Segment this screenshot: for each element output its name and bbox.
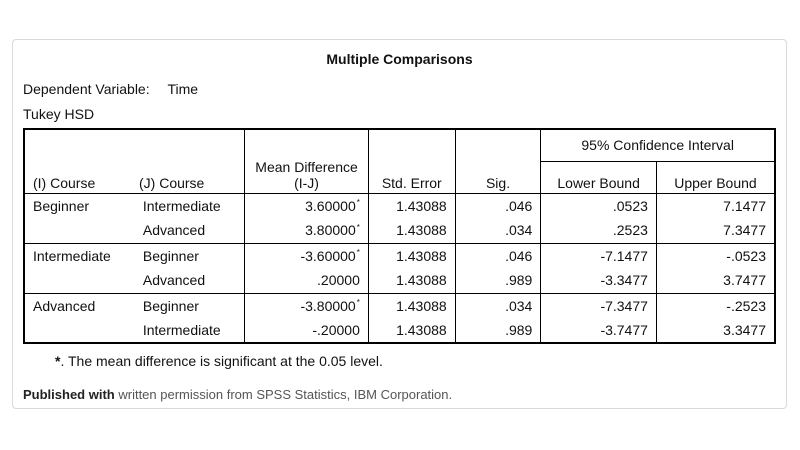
cell-j-course: Beginner xyxy=(142,247,199,264)
cell-lower-bound: -3.7477 xyxy=(541,318,657,343)
cell-std-error: 1.43088 xyxy=(368,193,455,218)
footnote-text: . The mean difference is significant at the 0.05 level. xyxy=(60,353,383,369)
test-name: Tukey HSD xyxy=(23,106,95,122)
cell-mean-difference xyxy=(245,218,369,243)
cell-sig: .046 xyxy=(455,243,541,268)
cell-upper-bound: 3.7477 xyxy=(656,268,775,293)
significance-marker: * xyxy=(356,222,360,232)
cell-lower-bound: -7.3477 xyxy=(541,293,657,318)
cell-j-course: Intermediate xyxy=(142,322,221,338)
cell-std-error: 1.43088 xyxy=(368,218,455,243)
cell-j-course: Intermediate xyxy=(142,197,221,214)
published-credit xyxy=(23,387,452,402)
cell-mean-difference xyxy=(245,268,369,293)
cell-i-course xyxy=(24,318,135,343)
cell-j-course: Beginner xyxy=(142,297,199,314)
table-title: Multiple Comparisons xyxy=(326,51,473,67)
published-bold: Published with xyxy=(23,387,115,402)
output-card xyxy=(12,39,787,409)
table-row xyxy=(24,218,775,243)
cell-mean-difference xyxy=(245,318,369,343)
mean-difference-value: -.20000 xyxy=(312,322,360,338)
table-row xyxy=(24,318,775,343)
mean-difference-value: 3.60000 xyxy=(305,197,356,214)
cell-i-course xyxy=(24,268,135,293)
cell-upper-bound: 7.3477 xyxy=(656,218,775,243)
header-course-block xyxy=(24,129,245,193)
table-row xyxy=(24,243,775,268)
cell-upper-bound: -.0523 xyxy=(656,243,775,268)
table-row xyxy=(24,193,775,218)
cell-i-course xyxy=(24,218,135,243)
cell-std-error: 1.43088 xyxy=(368,268,455,293)
cell-lower-bound: -7.1477 xyxy=(541,243,657,268)
header-lower-bound: Lower Bound xyxy=(541,161,657,193)
header-mean-difference: Mean Difference (I-J) xyxy=(245,129,369,193)
cell-sig: .046 xyxy=(455,193,541,218)
header-sig: Sig. xyxy=(455,129,541,193)
cell-std-error: 1.43088 xyxy=(368,318,455,343)
header-j-course: (J) Course xyxy=(139,174,205,191)
published-rest: written permission from SPSS Statistics, IBM Corporation. xyxy=(114,387,453,402)
header-i-course: (I) Course xyxy=(33,174,96,191)
cell-upper-bound: 3.3477 xyxy=(656,318,775,343)
multiple-comparisons-table xyxy=(23,128,776,344)
cell-mean-difference xyxy=(245,293,369,318)
cell-mean-difference xyxy=(245,243,369,268)
cell-lower-bound: -3.3477 xyxy=(541,268,657,293)
significance-marker: * xyxy=(356,298,360,308)
table-row xyxy=(24,293,775,318)
cell-sig: .989 xyxy=(455,318,541,343)
cell-i-course: Beginner xyxy=(33,197,90,214)
cell-sig: .034 xyxy=(455,218,541,243)
mean-difference-value: -3.60000 xyxy=(300,247,356,264)
header-std-error: Std. Error xyxy=(368,129,455,193)
cell-j-course: Advanced xyxy=(135,268,245,293)
dependent-variable-line xyxy=(23,81,198,97)
table-row xyxy=(24,268,775,293)
cell-lower-bound: .0523 xyxy=(541,193,657,218)
significance-marker: * xyxy=(356,198,360,208)
mean-difference-value: -3.80000 xyxy=(300,297,356,314)
mean-difference-value: .20000 xyxy=(317,272,360,289)
cell-sig: .989 xyxy=(455,268,541,293)
cell-std-error: 1.43088 xyxy=(368,293,455,318)
cell-i-course: Intermediate xyxy=(33,247,111,264)
cell-upper-bound: 7.1477 xyxy=(656,193,775,218)
footnote xyxy=(55,353,383,369)
cell-j-course: Advanced xyxy=(135,218,245,243)
mean-difference-value: 3.80000 xyxy=(305,222,356,239)
cell-mean-difference xyxy=(245,193,369,218)
cell-upper-bound: -.2523 xyxy=(656,293,775,318)
footnote-marker: * xyxy=(55,353,61,369)
header-confidence-interval: 95% Confidence Interval xyxy=(541,129,775,161)
cell-i-course: Advanced xyxy=(33,297,96,314)
dependent-variable-value: Time xyxy=(167,81,199,97)
cell-std-error: 1.43088 xyxy=(368,243,455,268)
cell-lower-bound: .2523 xyxy=(541,218,657,243)
cell-sig: .034 xyxy=(455,293,541,318)
significance-marker: * xyxy=(356,248,360,258)
header-upper-bound: Upper Bound xyxy=(656,161,775,193)
dependent-variable-label: Dependent Variable: xyxy=(23,81,150,97)
